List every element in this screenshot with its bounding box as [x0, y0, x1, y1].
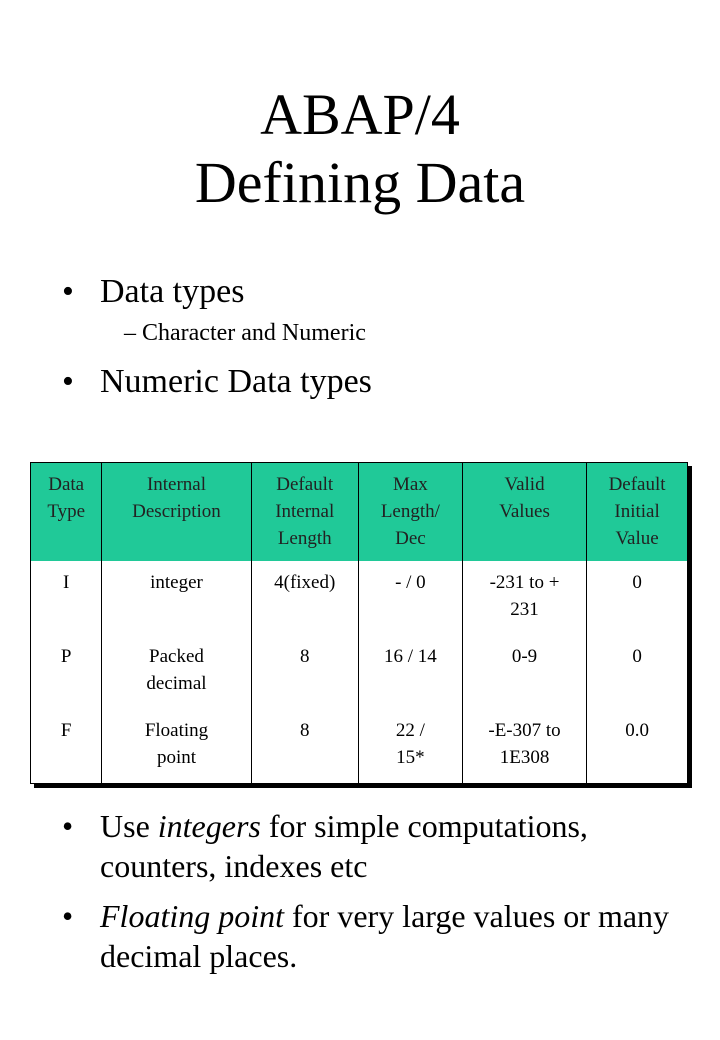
header-text [609, 474, 666, 549]
table-cell [251, 709, 358, 784]
cell-line: Packed [149, 646, 204, 667]
table-cell [251, 561, 358, 635]
cell-line: F [60, 720, 72, 741]
table-row [31, 635, 688, 709]
sub-bullet-marker: – [124, 320, 136, 346]
bullet-text: Data types [100, 273, 245, 310]
cell-line: 22 / [395, 720, 425, 741]
table-cell [358, 635, 462, 709]
cell-line: Floating [144, 720, 209, 741]
cell-line: 15* [396, 747, 425, 768]
table-cell [31, 709, 102, 784]
table-cell [251, 635, 358, 709]
cell-line: Internal [275, 501, 335, 522]
bullet-emphasis: Floating point [100, 898, 284, 934]
bullet-marker: • [62, 808, 74, 844]
cell-line: Default [276, 474, 334, 495]
bullet-marker: • [62, 898, 74, 934]
table-cell [587, 561, 688, 635]
cell-line: 4(fixed) [274, 572, 336, 593]
table-cell [102, 561, 251, 635]
table-header-row [31, 463, 688, 562]
table-cell [102, 635, 251, 709]
cell-line: decimal [146, 673, 207, 694]
cell-line: - / 0 [395, 572, 426, 593]
table-cell [462, 709, 586, 784]
header-cell [462, 463, 586, 562]
cell-line: 231 [510, 599, 539, 620]
cell-line: P [60, 646, 72, 667]
table-cell [587, 709, 688, 784]
cell-line: 16 / 14 [384, 646, 437, 667]
slide-title-line-2: Defining Data [194, 150, 526, 215]
cell-line: 1E308 [499, 747, 550, 768]
cell-line: 8 [299, 646, 310, 667]
cell-line: integer [150, 572, 203, 593]
cell-line: Max [392, 474, 428, 495]
header-cell [587, 463, 688, 562]
bullet-text [100, 896, 700, 976]
header-cell [251, 463, 358, 562]
header-text [47, 474, 85, 522]
header-text [132, 474, 221, 522]
cell-line: 8 [299, 720, 310, 741]
header-cell [31, 463, 102, 562]
cell-line: Length/ [380, 501, 440, 522]
table-row [31, 561, 688, 635]
table-cell [358, 709, 462, 784]
table-cell [102, 709, 251, 784]
table-cell [462, 561, 586, 635]
bullet-text-before: Use [100, 808, 158, 844]
bullet-text-after: for very large values or many decimal places. [100, 898, 670, 974]
cell-line: 0 [632, 572, 642, 593]
header-cell [358, 463, 462, 562]
bullet-text-after: for simple computations, counters, indexes etc [100, 808, 588, 884]
table-cell [462, 635, 586, 709]
slide-title-line-1: ABAP/4 [260, 82, 460, 147]
bullet-emphasis: integers [157, 808, 261, 844]
cell-line: -231 to + [489, 572, 560, 593]
cell-line: 0-9 [511, 646, 538, 667]
sub-bullet-text: Character and Numeric [142, 320, 366, 346]
table-cell [31, 561, 102, 635]
cell-line: Description [132, 501, 221, 522]
table-cell [31, 635, 102, 709]
cell-line: Valid [504, 474, 545, 495]
cell-line: Initial [614, 501, 660, 522]
bullet-text [100, 806, 700, 886]
cell-line: 0 [632, 646, 642, 667]
cell-line: I [63, 572, 70, 593]
cell-line: Default [608, 474, 666, 495]
cell-line: point [156, 747, 197, 768]
table-cell [587, 635, 688, 709]
header-text [275, 474, 334, 549]
cell-line: Value [615, 528, 659, 549]
cell-line: Type [47, 501, 86, 522]
header-text [499, 474, 550, 522]
cell-line: Internal [146, 474, 207, 495]
cell-line: Dec [395, 528, 426, 549]
table-cell [358, 561, 462, 635]
table-row [31, 709, 688, 784]
cell-line: Data [48, 474, 85, 495]
header-text [381, 474, 440, 549]
cell-line: Length [277, 528, 332, 549]
numeric-data-types-table [30, 462, 688, 784]
header-cell [102, 463, 251, 562]
cell-line: 0.0 [625, 720, 649, 741]
bullet-marker: • [62, 363, 74, 400]
cell-line: -E-307 to [488, 720, 561, 741]
cell-line: Values [499, 501, 550, 522]
bullet-marker: • [62, 273, 74, 310]
bullet-text: Numeric Data types [100, 363, 372, 400]
